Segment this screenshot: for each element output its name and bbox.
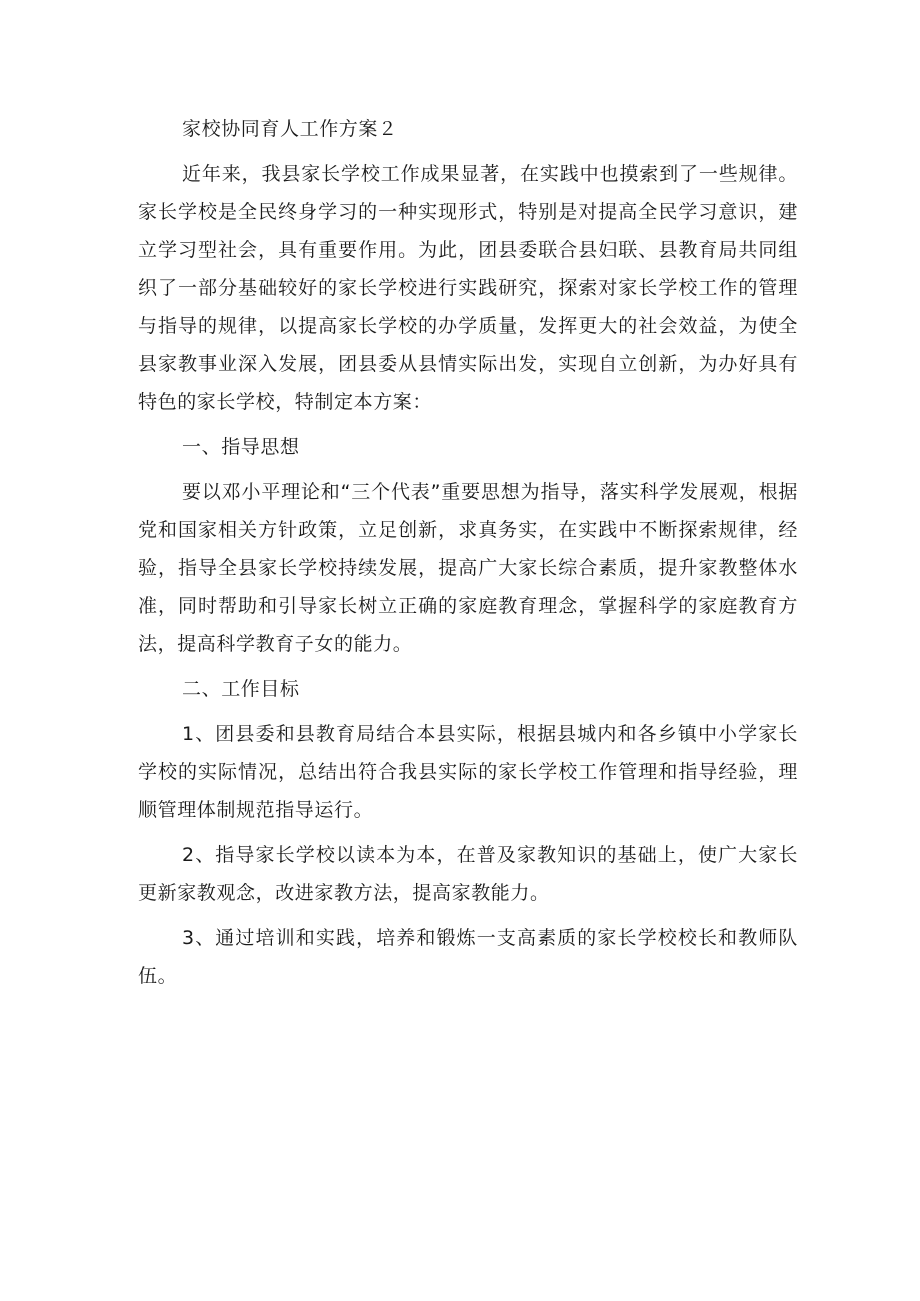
document-body <box>138 110 798 1002</box>
work-goal-item-1: 1、团县委和县教育局结合本县实际，根据县城内和各乡镇中小学家长学校的实际情况，总结出符合我县实际的家长学校工作管理和指导经验，理顺管理体制规范指导运行。 <box>138 723 798 821</box>
guiding-ideology-paragraph: 要以邓小平理论和“三个代表”重要思想为指导，落实科学发展观，根据党和国家相关方针政策，立足创新，求真务实，在实践中不断探索规律，经验，指导全县家长学校持续发展，提高广大家长综合素质，提升家教整体水准，同时帮助和引导家长树立正确的家庭教育理念，掌握科学的家庭教育方法，提高科学教育子女的能力。 <box>138 481 798 655</box>
section-heading-work-goals: 二、工作目标 <box>182 678 300 700</box>
intro-paragraph: 近年来，我县家长学校工作成果显著，在实践中也摸索到了一些规律。家长学校是全民终身学习的一种实现形式，特别是对提高全民学习意识，建立学习型社会，具有重要作用。为此，团县委联合县妇联、县教育局共同组织了一部分基础较好的家长学校进行实践研究，探索对家长学校工作的管理与指导的规律，以提高家长学校的办学质量，发挥更大的社会效益，为使全县家教事业深入发展，团县委从县情实际出发，实现自立创新，为办好具有特色的家长学校，特制定本方案： <box>138 163 798 413</box>
document-title: 家校协同育人工作方案２ <box>182 118 398 140</box>
work-goal-item-3: 3、通过培训和实践，培养和锻炼一支高素质的家长学校校长和教师队伍。 <box>138 927 798 987</box>
section-heading-guiding-ideology: 一、指导思想 <box>182 436 300 458</box>
work-goal-item-2: 2、指导家长学校以读本为本，在普及家教知识的基础上，使广大家长更新家教观念，改进家教方法，提高家教能力。 <box>138 844 798 904</box>
